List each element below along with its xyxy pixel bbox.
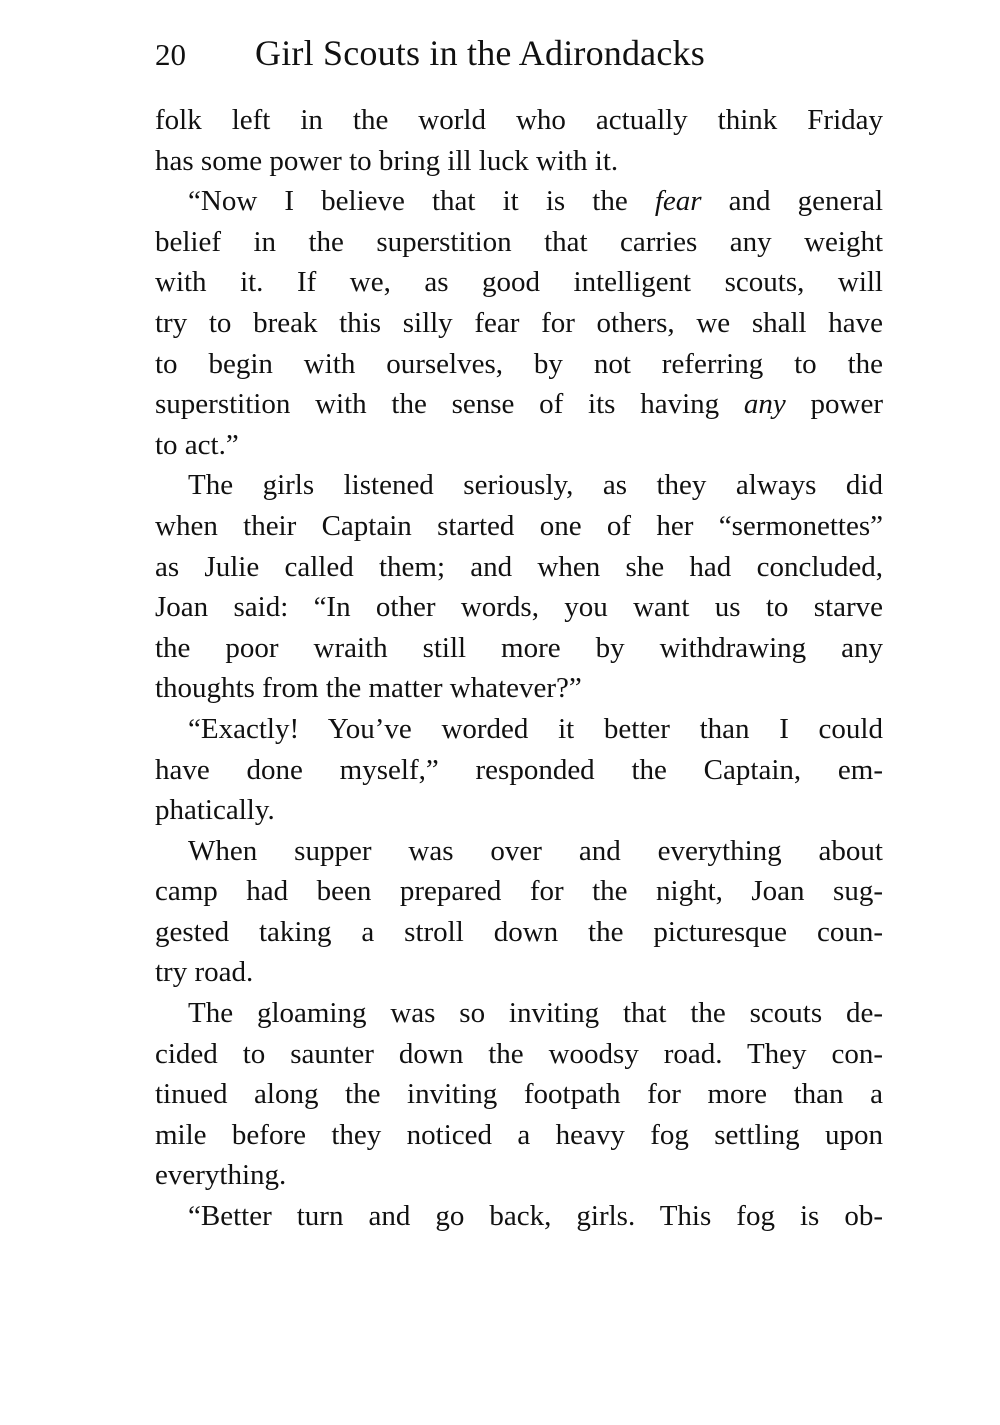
text-line: The gloaming was so inviting that the scouts de- <box>188 997 883 1030</box>
text-line: mile before they noticed a heavy fog settling upon <box>155 1118 883 1151</box>
text-run: and general <box>701 185 883 218</box>
text-line: try road. <box>155 956 254 989</box>
text-line: has some power to bring ill luck with it. <box>155 144 619 177</box>
text-line: “Better turn and go back, girls. This fog is ob- <box>188 1200 883 1233</box>
text-line: the poor wraith still more by withdrawing any <box>155 631 883 664</box>
text-run: “Now I believe that it is the <box>188 185 655 218</box>
text-line: phatically. <box>155 794 275 827</box>
text-line: cided to saunter down the woodsy road. They con- <box>155 1037 883 1070</box>
text-line: to act.” <box>155 428 239 461</box>
text-line: tinued along the inviting footpath for more than a <box>155 1078 883 1111</box>
text-line: try to break this silly fear for others, we shall have <box>155 306 883 339</box>
text-line: with it. If we, as good intelligent scouts, will <box>155 266 883 299</box>
text-line: thoughts from the matter whatever?” <box>155 672 582 705</box>
text-line: belief in the superstition that carries any weight <box>155 225 883 258</box>
text-line: Joan said: “In other words, you want us to starve <box>155 591 883 624</box>
text-line: “Exactly! You’ve worded it better than I could <box>188 712 883 745</box>
text-line: to begin with ourselves, by not referring to the <box>155 347 883 380</box>
text-run: power <box>785 388 883 421</box>
text-line <box>155 181 883 222</box>
italic-word: any <box>743 388 786 421</box>
text-line: everything. <box>155 1159 287 1192</box>
running-title: Girl Scouts in the Adirondacks <box>255 33 705 73</box>
text-line: have done myself,” responded the Captain, em- <box>155 753 883 786</box>
page-number: 20 <box>155 37 186 72</box>
text-line: When supper was over and everything about <box>188 834 883 867</box>
body-text <box>155 100 883 1237</box>
text-line: folk left in the world who actually think Friday <box>155 104 883 136</box>
text-line <box>155 384 883 425</box>
text-line: The girls listened seriously, as they always did <box>188 469 883 502</box>
text-line: camp had been prepared for the night, Joan sug- <box>155 875 883 908</box>
text-line: as Julie called them; and when she had concluded, <box>155 550 883 583</box>
text-line: gested taking a stroll down the picturesque coun- <box>155 915 883 948</box>
text-run: superstition with the sense of its having <box>155 388 744 421</box>
italic-word: fear <box>654 185 702 218</box>
text-line: when their Captain started one of her “sermonettes” <box>155 509 883 542</box>
running-head <box>155 28 895 78</box>
